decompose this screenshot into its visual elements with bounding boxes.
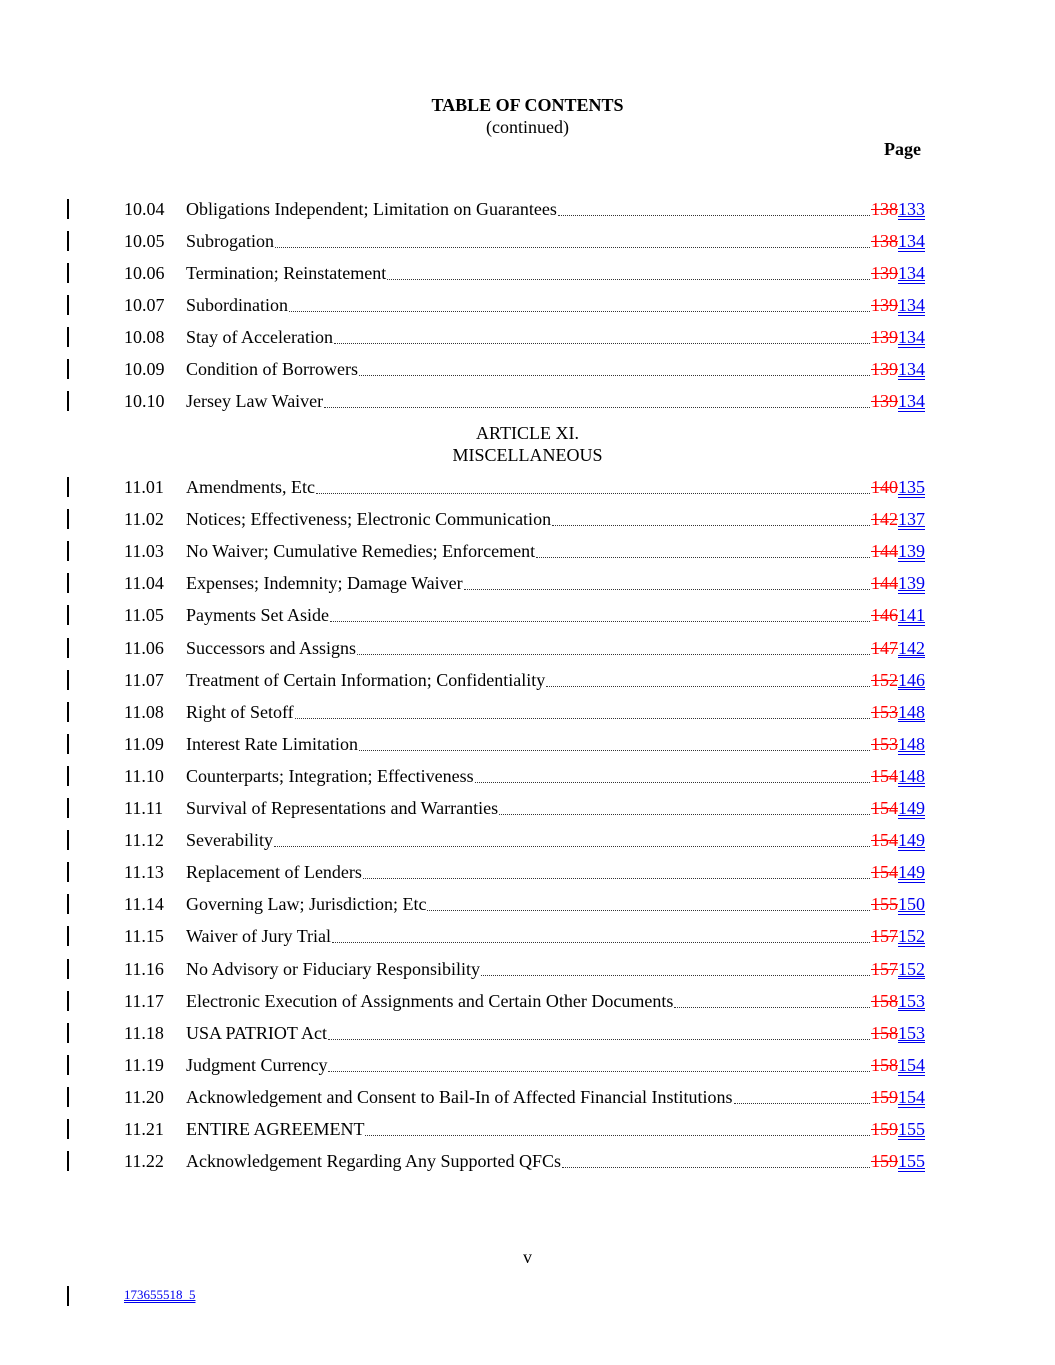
section-title: Payments Set Aside xyxy=(186,605,329,626)
deleted-page-number: 154 xyxy=(871,830,898,851)
dot-leader xyxy=(536,556,870,558)
section-number: 11.09 xyxy=(124,733,164,754)
section-title: No Waiver; Cumulative Remedies; Enforcement xyxy=(186,541,536,562)
toc-entry[interactable] xyxy=(124,539,925,563)
section-number: 11.12 xyxy=(124,830,164,851)
deleted-page-number: 154 xyxy=(871,798,898,818)
dot-leader xyxy=(499,813,870,815)
deleted-page-number: 158 xyxy=(871,990,898,1011)
section-title: Interest Rate Limitation xyxy=(186,733,358,754)
deleted-page-number: 155 xyxy=(871,894,898,915)
inserted-page-number-link[interactable]: 155 xyxy=(898,1151,925,1172)
dot-leader xyxy=(481,974,870,976)
section-title: Subordination xyxy=(186,295,288,315)
section-title: Survival of Representations and Warranties xyxy=(186,798,499,818)
deleted-page-number: 158 xyxy=(871,1054,898,1075)
inserted-page-number-link[interactable]: 134 xyxy=(898,231,925,251)
change-bar xyxy=(67,734,69,754)
inserted-page-number-link[interactable]: 142 xyxy=(898,637,925,658)
section-number: 11.02 xyxy=(124,509,164,530)
section-number: 11.14 xyxy=(124,894,164,915)
dot-leader xyxy=(464,588,870,590)
deleted-page-number: 159 xyxy=(871,1086,898,1107)
dot-leader xyxy=(357,653,870,655)
change-bar xyxy=(67,573,69,593)
section-title: Expenses; Indemnity; Damage Waiver xyxy=(186,573,463,594)
document-id-link[interactable]: 173655518_5 xyxy=(124,1287,196,1302)
dot-leader xyxy=(274,845,870,847)
section-title: Notices; Effectiveness; Electronic Communication xyxy=(186,509,552,530)
inserted-page-number-link[interactable]: 154 xyxy=(898,1086,925,1107)
dot-leader xyxy=(330,620,870,622)
dot-leader xyxy=(546,685,870,687)
section-title: Waiver of Jury Trial xyxy=(186,926,332,947)
deleted-page-number: 140 xyxy=(871,477,898,497)
section-number: 11.13 xyxy=(124,862,164,883)
section-number: 11.01 xyxy=(124,477,164,497)
article-name: MISCELLANEOUS xyxy=(452,445,603,465)
toc-entry[interactable] xyxy=(124,700,925,724)
change-bar xyxy=(67,231,69,251)
toc-entry[interactable] xyxy=(124,1053,925,1077)
deleted-page-number: 157 xyxy=(871,958,898,979)
dot-leader xyxy=(328,1070,870,1072)
toc-title: TABLE OF CONTENTS xyxy=(431,95,624,115)
dot-leader xyxy=(674,1006,870,1008)
section-number: 11.17 xyxy=(124,990,164,1011)
section-number: 11.22 xyxy=(124,1151,164,1172)
toc-entry[interactable] xyxy=(124,957,925,981)
toc-entry[interactable] xyxy=(124,1021,925,1045)
dot-leader xyxy=(387,278,870,280)
inserted-page-number-link[interactable]: 149 xyxy=(898,830,925,851)
deleted-page-number: 147 xyxy=(871,637,898,658)
dot-leader xyxy=(324,406,870,408)
change-bar xyxy=(67,959,69,979)
change-bar xyxy=(67,862,69,882)
section-number: 11.08 xyxy=(124,701,164,722)
inserted-page-number-link[interactable]: 154 xyxy=(898,1054,925,1075)
section-number: 11.04 xyxy=(124,573,164,594)
toc-entry[interactable] xyxy=(124,1149,925,1173)
section-title: Condition of Borrowers xyxy=(186,359,358,379)
inserted-page-number-link[interactable]: 141 xyxy=(898,605,925,626)
section-number: 11.21 xyxy=(124,1119,164,1139)
dot-leader xyxy=(316,492,870,494)
dot-leader xyxy=(359,749,870,751)
inserted-page-number-link[interactable]: 137 xyxy=(898,509,925,530)
section-number: 11.16 xyxy=(124,958,164,979)
section-title: Acknowledgement Regarding Any Supported QFCs xyxy=(186,1151,561,1172)
inserted-page-number-link[interactable]: 153 xyxy=(898,1022,925,1043)
deleted-page-number: 138 xyxy=(871,231,898,251)
change-bar xyxy=(67,1023,69,1043)
change-bar xyxy=(67,295,69,315)
page-number: v xyxy=(523,1247,532,1267)
deleted-page-number: 159 xyxy=(871,1151,898,1172)
toc-entry[interactable] xyxy=(124,357,925,381)
section-number: 10.04 xyxy=(124,199,165,219)
section-number: 11.07 xyxy=(124,669,164,690)
toc-entry[interactable] xyxy=(124,764,925,788)
inserted-page-number-link[interactable]: 134 xyxy=(898,263,925,283)
inserted-page-number-link[interactable]: 152 xyxy=(898,926,925,947)
section-number: 11.10 xyxy=(124,765,164,786)
page-column-label: Page xyxy=(884,139,921,159)
toc-entry[interactable] xyxy=(124,475,925,499)
deleted-page-number: 154 xyxy=(871,765,898,786)
section-title: Stay of Acceleration xyxy=(186,327,333,347)
change-bar xyxy=(67,263,69,283)
dot-leader xyxy=(332,941,870,943)
deleted-page-number: 152 xyxy=(871,669,898,690)
section-title: Severability xyxy=(186,830,273,851)
toc-entry[interactable] xyxy=(124,924,925,948)
dot-leader xyxy=(275,246,870,248)
section-title: Termination; Reinstatement xyxy=(186,263,387,283)
section-number: 11.19 xyxy=(124,1054,164,1075)
toc-entry[interactable] xyxy=(124,603,925,627)
toc-entry[interactable] xyxy=(124,1085,925,1109)
change-bar xyxy=(67,894,69,914)
change-bar xyxy=(67,327,69,347)
deleted-page-number: 139 xyxy=(871,359,898,379)
section-number: 10.07 xyxy=(124,295,165,315)
toc-entry[interactable] xyxy=(124,229,925,253)
section-number: 11.11 xyxy=(124,798,164,818)
dot-leader xyxy=(562,1166,870,1168)
deleted-page-number: 158 xyxy=(871,1022,898,1043)
change-bar xyxy=(67,541,69,561)
inserted-page-number-link[interactable]: 139 xyxy=(898,573,925,594)
dot-leader xyxy=(558,214,870,216)
change-bar xyxy=(67,702,69,722)
inserted-page-number-link[interactable]: 134 xyxy=(898,327,925,347)
deleted-page-number: 144 xyxy=(871,541,898,562)
dot-leader xyxy=(427,909,870,911)
section-title: Judgment Currency xyxy=(186,1054,328,1075)
section-title: Treatment of Certain Information; Confidentiality xyxy=(186,669,546,690)
inserted-page-number-link[interactable]: 148 xyxy=(898,733,925,754)
change-bar xyxy=(67,605,69,625)
inserted-page-number-link[interactable]: 155 xyxy=(898,1119,925,1139)
inserted-page-number-link[interactable]: 146 xyxy=(898,669,925,690)
section-number: 11.18 xyxy=(124,1022,164,1043)
section-title: Governing Law; Jurisdiction; Etc xyxy=(186,894,427,915)
deleted-page-number: 139 xyxy=(871,391,898,411)
inserted-page-number-link[interactable]: 148 xyxy=(898,765,925,786)
section-number: 10.09 xyxy=(124,359,165,379)
deleted-page-number: 153 xyxy=(871,733,898,754)
deleted-page-number: 138 xyxy=(871,199,898,219)
deleted-page-number: 144 xyxy=(871,573,898,594)
section-title: Electronic Execution of Assignments and Certain Other Documents xyxy=(186,990,674,1011)
change-bar xyxy=(67,926,69,946)
toc-entry[interactable] xyxy=(124,389,925,413)
inserted-page-number-link[interactable]: 135 xyxy=(898,477,925,497)
change-bar xyxy=(67,766,69,786)
inserted-page-number-link[interactable]: 139 xyxy=(898,541,925,562)
dot-leader xyxy=(328,1038,870,1040)
inserted-page-number-link[interactable]: 133 xyxy=(898,199,925,219)
change-bar xyxy=(67,1151,69,1171)
inserted-page-number-link[interactable]: 134 xyxy=(898,295,925,315)
deleted-page-number: 139 xyxy=(871,295,898,315)
deleted-page-number: 142 xyxy=(871,509,898,530)
inserted-page-number-link[interactable]: 150 xyxy=(898,894,925,915)
section-number: 11.15 xyxy=(124,926,164,947)
change-bar xyxy=(67,1055,69,1075)
section-number: 10.10 xyxy=(124,391,165,411)
change-bar xyxy=(67,798,69,818)
section-title: Subrogation xyxy=(186,231,274,251)
toc-entry[interactable] xyxy=(124,732,925,756)
deleted-page-number: 157 xyxy=(871,926,898,947)
toc-entry[interactable] xyxy=(124,668,925,692)
section-number: 11.03 xyxy=(124,541,164,562)
dot-leader xyxy=(363,877,870,879)
toc-entry[interactable] xyxy=(124,989,925,1013)
deleted-page-number: 153 xyxy=(871,701,898,722)
toc-subtitle: (continued) xyxy=(486,117,569,137)
toc-entry[interactable] xyxy=(124,828,925,852)
inserted-page-number-link[interactable]: 153 xyxy=(898,990,925,1011)
dot-leader xyxy=(295,717,870,719)
toc-entry[interactable] xyxy=(124,197,925,221)
deleted-page-number: 159 xyxy=(871,1119,898,1139)
inserted-page-number-link[interactable]: 149 xyxy=(898,862,925,883)
inserted-page-number-link[interactable]: 134 xyxy=(898,359,925,379)
dot-leader xyxy=(734,1102,870,1104)
change-bar xyxy=(67,1119,69,1139)
section-title: Amendments, Etc xyxy=(186,477,315,497)
inserted-page-number-link[interactable]: 149 xyxy=(898,798,925,818)
dot-leader xyxy=(289,310,870,312)
toc-entry[interactable] xyxy=(124,507,925,531)
toc-entry[interactable] xyxy=(124,571,925,595)
section-number: 10.06 xyxy=(124,263,165,283)
section-number: 11.06 xyxy=(124,637,164,658)
change-bar xyxy=(67,509,69,529)
toc-entry[interactable] xyxy=(124,261,925,285)
article-number: ARTICLE XI. xyxy=(476,423,579,443)
dot-leader xyxy=(552,524,870,526)
section-title: Counterparts; Integration; Effectiveness xyxy=(186,765,474,786)
section-title: Jersey Law Waiver xyxy=(186,391,324,411)
change-bar xyxy=(67,991,69,1011)
dot-leader xyxy=(365,1134,870,1136)
change-bar xyxy=(67,391,69,411)
dot-leader xyxy=(475,781,870,783)
section-title: Replacement of Lenders xyxy=(186,862,362,883)
section-number: 10.08 xyxy=(124,327,165,347)
toc-entry[interactable] xyxy=(124,860,925,884)
toc-entry[interactable] xyxy=(124,892,925,916)
section-title: Acknowledgement and Consent to Bail-In of Affected Financial Institutions xyxy=(186,1086,733,1107)
change-bar xyxy=(67,1087,69,1107)
section-number: 11.05 xyxy=(124,605,164,626)
deleted-page-number: 139 xyxy=(871,263,898,283)
change-bar xyxy=(67,1286,69,1306)
toc-entry[interactable] xyxy=(124,325,925,349)
deleted-page-number: 139 xyxy=(871,327,898,347)
change-bar xyxy=(67,670,69,690)
section-title: Successors and Assigns xyxy=(186,637,356,658)
section-number: 10.05 xyxy=(124,231,165,251)
inserted-page-number-link[interactable]: 148 xyxy=(898,701,925,722)
section-title: ENTIRE AGREEMENT xyxy=(186,1119,365,1139)
section-title: USA PATRIOT Act xyxy=(186,1022,328,1043)
dot-leader xyxy=(334,342,870,344)
change-bar xyxy=(67,199,69,219)
toc-entry[interactable] xyxy=(124,636,925,660)
toc-entry[interactable] xyxy=(124,796,925,820)
dot-leader xyxy=(359,374,870,376)
change-bar xyxy=(67,477,69,497)
section-title: Right of Setoff xyxy=(186,701,294,722)
change-bar xyxy=(67,830,69,850)
section-title: Obligations Independent; Limitation on Guarantees xyxy=(186,199,557,219)
change-bar xyxy=(67,638,69,658)
inserted-page-number-link[interactable]: 134 xyxy=(898,391,925,411)
section-title: No Advisory or Fiduciary Responsibility xyxy=(186,958,480,979)
deleted-page-number: 146 xyxy=(871,605,898,626)
deleted-page-number: 154 xyxy=(871,862,898,883)
change-bar xyxy=(67,359,69,379)
section-number: 11.20 xyxy=(124,1086,164,1107)
inserted-page-number-link[interactable]: 152 xyxy=(898,958,925,979)
toc-entry[interactable] xyxy=(124,1117,925,1141)
toc-entry[interactable] xyxy=(124,293,925,317)
